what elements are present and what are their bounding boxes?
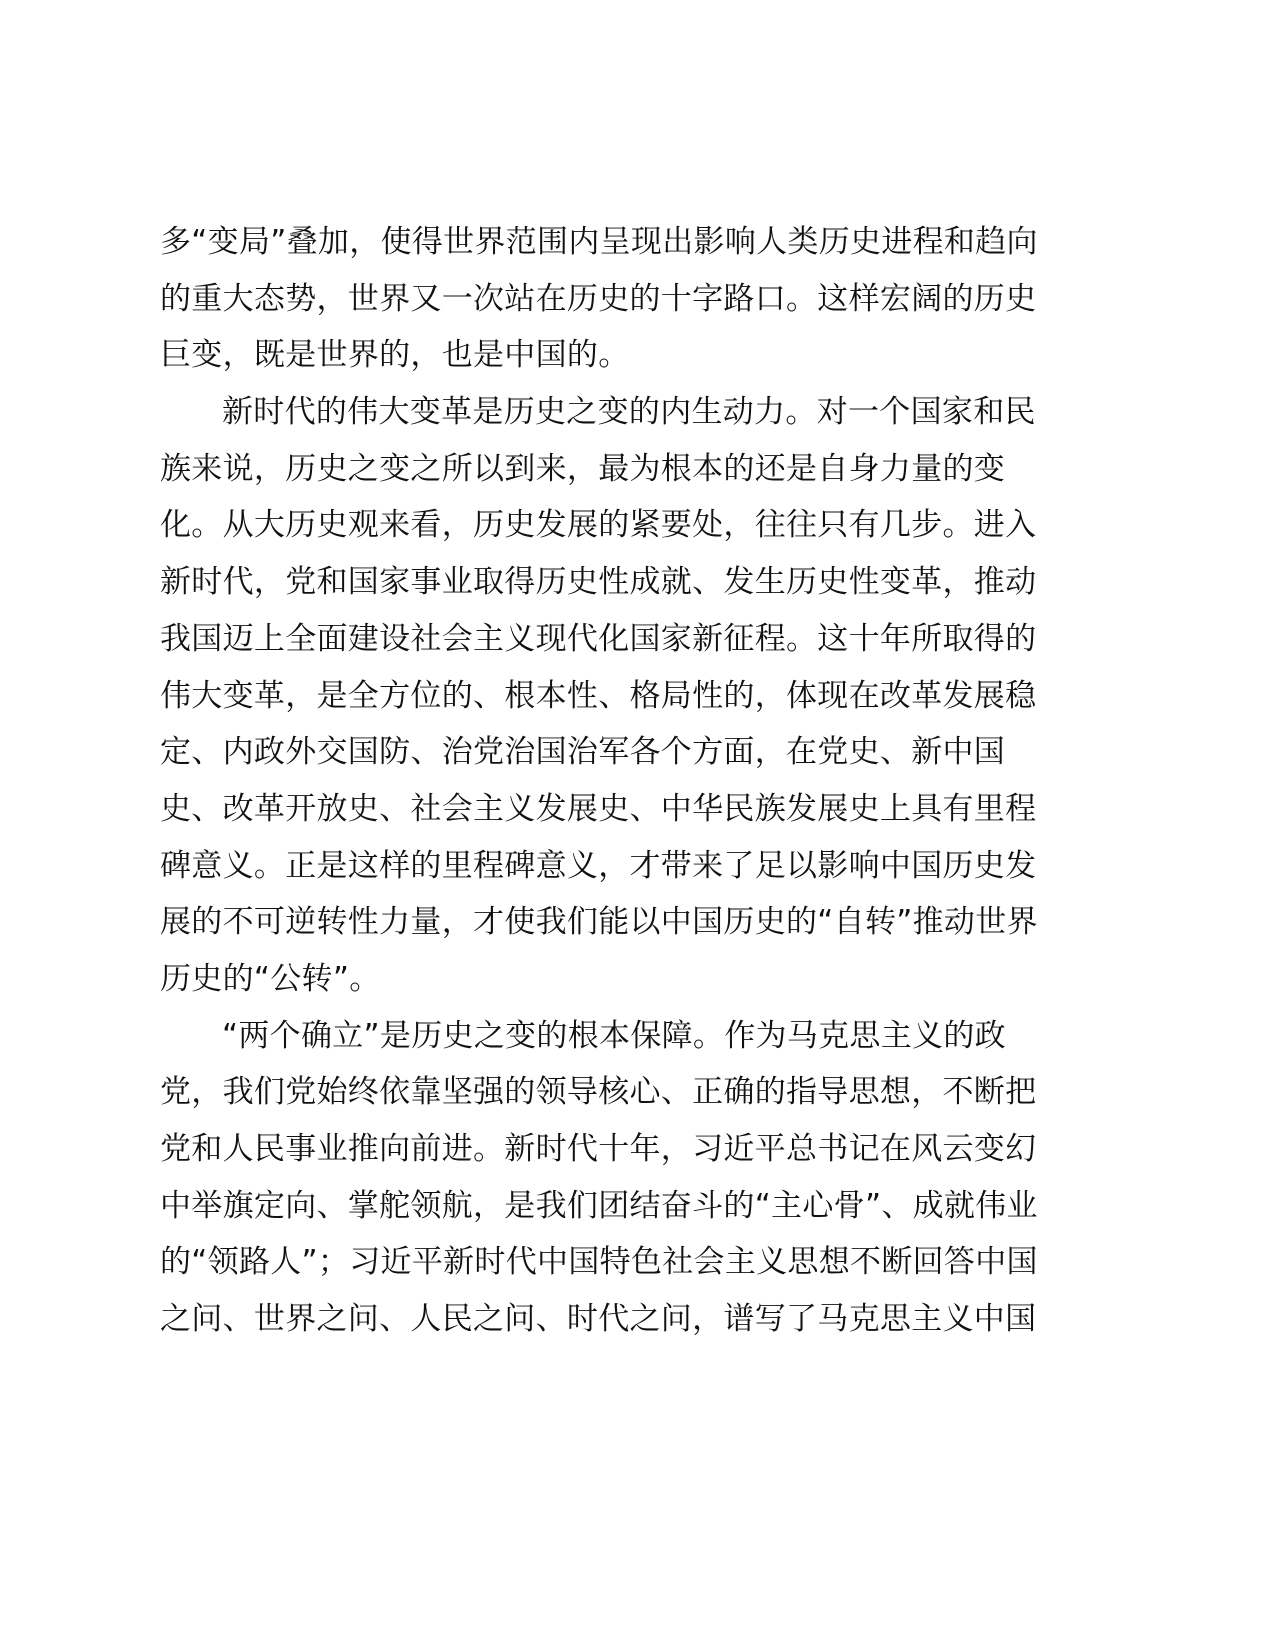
text-line: 新时代，党和国家事业取得历史性成就、发生历史性变革，推动 xyxy=(160,564,1037,601)
text-line: 的“领路人”；习近平新时代中国特色社会主义思想不断回答中国 xyxy=(160,1244,1038,1281)
text-line: 碑意义。正是这样的里程碑意义，才带来了足以影响中国历史发 xyxy=(160,847,1037,884)
text-line: 多“变局”叠加，使得世界范围内呈现出影响人类历史进程和趋向 xyxy=(160,224,1038,260)
text-line: “两个确立”是历史之变的根本保障。作为马克思主义的政 xyxy=(222,1017,1006,1054)
text-line: 我国迈上全面建设社会主义现代化国家新征程。这十年所取得的 xyxy=(160,620,1037,657)
body-text xyxy=(160,214,1050,1348)
paragraph xyxy=(160,1008,1050,1348)
text-line: 化。从大历史观来看，历史发展的紧要处，往往只有几步。进入 xyxy=(160,507,1037,544)
text-line: 历史的“公转”。 xyxy=(160,960,381,997)
text-line: 展的不可逆转性力量，才使我们能以中国历史的“自转”推动世界 xyxy=(160,904,1038,941)
text-line: 党，我们党始终依靠坚强的领导核心、正确的指导思想，不断把 xyxy=(160,1074,1037,1111)
text-line: 中举旗定向、掌舵领航，是我们团结奋斗的“主心骨”、成就伟业 xyxy=(160,1187,1038,1224)
paragraph xyxy=(160,384,1050,1008)
paragraph xyxy=(160,214,1050,384)
text-line: 族来说，历史之变之所以到来，最为根本的还是自身力量的变 xyxy=(160,450,1006,487)
text-line: 伟大变革，是全方位的、根本性、格局性的，体现在改革发展稳 xyxy=(160,677,1037,714)
text-line: 巨变，既是世界的，也是中国的。 xyxy=(160,337,630,374)
text-line: 之问、世界之问、人民之问、时代之问，谱写了马克思主义中国 xyxy=(160,1301,1037,1338)
text-line: 的重大态势，世界又一次站在历史的十字路口。这样宏阔的历史 xyxy=(160,280,1037,317)
text-line: 定、内政外交国防、治党治国治军各个方面，在党史、新中国 xyxy=(160,734,1006,771)
text-line: 党和人民事业推向前进。新时代十年，习近平总书记在风云变幻 xyxy=(160,1131,1037,1167)
text-line: 新时代的伟大变革是历史之变的内生动力。对一个国家和民 xyxy=(222,394,1036,431)
text-line: 史、改革开放史、社会主义发展史、中华民族发展史上具有里程 xyxy=(160,790,1037,827)
